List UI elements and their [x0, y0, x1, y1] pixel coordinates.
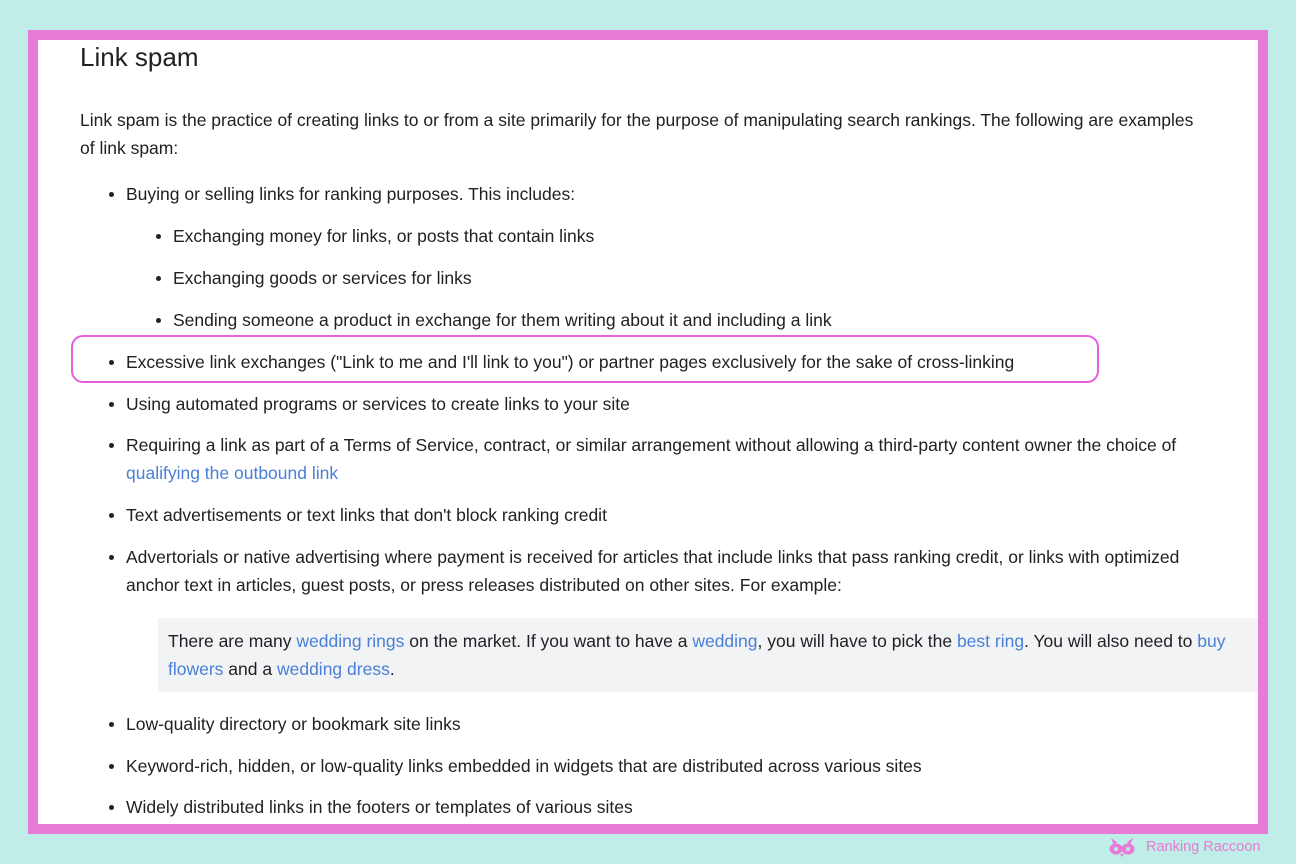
list-item-text-ads: Text advertisements or text links that don't block ranking credit	[126, 501, 607, 529]
example-text-segment: . You will also need to	[1024, 631, 1198, 651]
example-text-segment: , you will have to pick the	[757, 631, 957, 651]
example-text-segment: on the market. If you want to have a	[404, 631, 693, 651]
sub-list-item-goods: Exchanging goods or services for links	[173, 264, 472, 292]
example-text-segment: .	[389, 659, 395, 679]
example-text-segment: There are many	[168, 631, 297, 651]
brand-name: Ranking Raccoon	[1146, 839, 1261, 855]
intro-paragraph: Link spam is the practice of creating links to or from a site primarily for the purpose of manipulating search rankings. The following are examples of link spam:	[80, 110, 1194, 158]
pink-frame	[28, 30, 1268, 834]
list-item-advertorials: Advertorials or native advertising where payment is received for articles that include links that pass ranking credit, or links with optimized anchor text in articles, guest posts, or press releases distributed on other sites. For example:	[126, 543, 1236, 599]
section-title: Link spam	[80, 42, 199, 72]
list-item-automated: Using automated programs or services to create links to your site	[126, 390, 630, 418]
link-best-ring[interactable]: best ring	[956, 631, 1025, 651]
highlight-annotation	[71, 335, 1099, 383]
list-item-excessive-exchanges: Excessive link exchanges ("Link to me and I'll link to you") or partner pages exclusively for the sake of cross-linking	[126, 348, 1014, 376]
link-wedding[interactable]: wedding	[692, 631, 758, 651]
link-wedding-dress[interactable]: wedding dress	[276, 659, 390, 679]
brand-watermark	[1108, 835, 1260, 859]
link-buy-flowers[interactable]: buy flowers	[168, 631, 1226, 679]
list-item-footer-links: Widely distributed links in the footers or templates of various sites	[126, 793, 633, 821]
qualifying-outbound-link[interactable]: qualifying the outbound link	[126, 463, 339, 483]
example-text	[168, 627, 1258, 683]
list-item-requiring-link	[126, 431, 1236, 487]
document-page	[38, 40, 1258, 824]
link-wedding-rings[interactable]: wedding rings	[296, 631, 405, 651]
example-block	[158, 618, 1258, 692]
list-item-buying: Buying or selling links for ranking purposes. This includes:	[126, 180, 575, 208]
sub-list-item-money: Exchanging money for links, or posts that contain links	[173, 222, 594, 250]
list-item-keyword-rich-widgets: Keyword-rich, hidden, or low-quality links embedded in widgets that are distributed across various sites	[126, 752, 922, 780]
example-text-segment: and a	[223, 659, 277, 679]
list-item-low-quality-directory: Low-quality directory or bookmark site links	[126, 710, 461, 738]
requiring-text: Requiring a link as part of a Terms of Service, contract, or similar arrangement without allowing a third-party content owner the choice of	[126, 435, 1177, 455]
raccoon-icon	[1108, 836, 1136, 858]
sub-list-item-product: Sending someone a product in exchange for them writing about it and including a link	[173, 306, 832, 334]
